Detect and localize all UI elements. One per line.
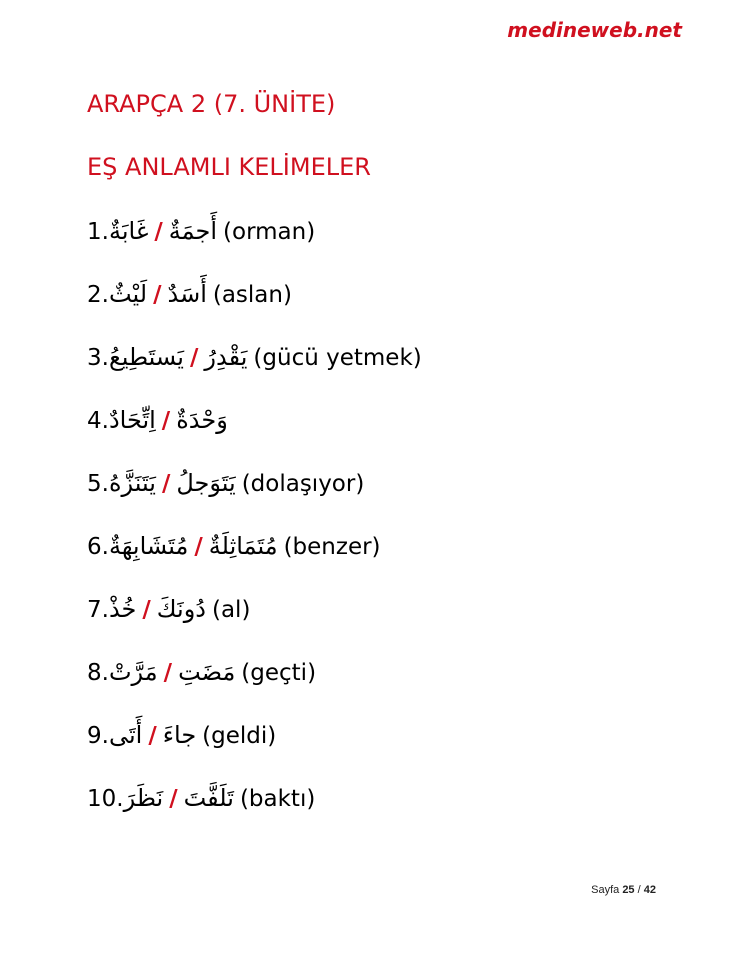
arabic-word-primary: لَيْثٌ (108, 280, 148, 308)
item-number: 3. (87, 345, 109, 371)
item-number: 10. (87, 786, 124, 812)
arabic-word-primary: مَرَّتْ (108, 658, 158, 686)
arabic-word-synonym: تَلَفَّتَ (183, 784, 234, 812)
arabic-word-primary: مُتَشَابِهَةٌ (108, 532, 189, 560)
arabic-word-synonym: مُتَمَاثِلَةٌ (208, 532, 278, 560)
arabic-word-primary: نَظَرَ (123, 784, 164, 812)
synonym-item (87, 338, 422, 401)
arabic-word-primary: غَابَةٌ (108, 217, 149, 245)
arabic-word-primary: أَتَى (108, 721, 143, 749)
separator-slash: / (190, 345, 199, 371)
page-title: ARAPÇA 2 (7. ÜNİTE) (87, 90, 336, 118)
synonym-item (87, 653, 422, 716)
synonym-item (87, 779, 422, 842)
item-number: 9. (87, 723, 109, 749)
separator-slash: / (161, 471, 171, 497)
page-label: Sayfa (591, 884, 620, 896)
site-link[interactable]: medineweb.net (507, 18, 682, 42)
separator-slash: / (142, 597, 151, 623)
page-footer (591, 884, 656, 896)
arabic-word-synonym: جاءَ (162, 721, 197, 749)
page-separator: / (637, 884, 641, 896)
item-number: 6. (87, 534, 109, 560)
page-current: 25 (622, 884, 635, 896)
item-number: 1. (87, 219, 109, 245)
arabic-word-synonym: يَتَوَجلُ (176, 469, 236, 497)
turkish-meaning: (benzer) (283, 534, 381, 560)
arabic-word-primary: خُذْ (108, 595, 137, 623)
arabic-word-primary: يَستَطِيعُ (108, 343, 184, 371)
turkish-meaning: (gücü yetmek) (253, 345, 422, 371)
item-number: 8. (87, 660, 109, 686)
separator-slash: / (153, 282, 162, 308)
separator-slash: / (194, 534, 203, 560)
synonym-item (87, 401, 422, 464)
arabic-word-primary: اِتِّحَادٌ (108, 406, 156, 434)
arabic-word-synonym: دُونَكَ (156, 595, 206, 623)
synonym-item (87, 212, 422, 275)
separator-slash: / (148, 723, 157, 749)
turkish-meaning: (orman) (223, 219, 316, 245)
page-subtitle: EŞ ANLAMLI KELİMELER (87, 153, 371, 181)
arabic-word-synonym: يَقْدِرُ (204, 343, 248, 371)
arabic-word-synonym: مَضَتِ (178, 658, 236, 686)
arabic-word-synonym: وَحْدَةٌ (176, 406, 228, 434)
synonym-item (87, 464, 422, 527)
separator-slash: / (154, 219, 163, 245)
synonym-item (87, 275, 422, 338)
turkish-meaning (228, 408, 234, 434)
separator-slash: / (163, 660, 173, 686)
item-number: 7. (87, 597, 109, 623)
arabic-word-synonym: أَجمَةٌ (168, 217, 218, 245)
item-number: 5. (87, 471, 109, 497)
turkish-meaning: (geçti) (241, 660, 317, 686)
turkish-meaning: (dolaşıyor) (241, 471, 365, 497)
synonym-item (87, 527, 422, 590)
arabic-word-synonym: أَسَدٌ (167, 280, 207, 308)
turkish-meaning: (aslan) (212, 282, 292, 308)
item-number: 4. (87, 408, 109, 434)
turkish-meaning: (baktı) (239, 786, 316, 812)
synonym-item (87, 590, 422, 653)
synonym-item (87, 716, 422, 779)
synonym-list (87, 212, 422, 842)
turkish-meaning: (al) (211, 597, 251, 623)
separator-slash: / (169, 786, 178, 812)
turkish-meaning: (geldi) (202, 723, 277, 749)
page-total: 42 (643, 884, 656, 896)
item-number: 2. (87, 282, 109, 308)
arabic-word-primary: يَتَنَزَّهُ (108, 469, 156, 497)
separator-slash: / (161, 408, 171, 434)
